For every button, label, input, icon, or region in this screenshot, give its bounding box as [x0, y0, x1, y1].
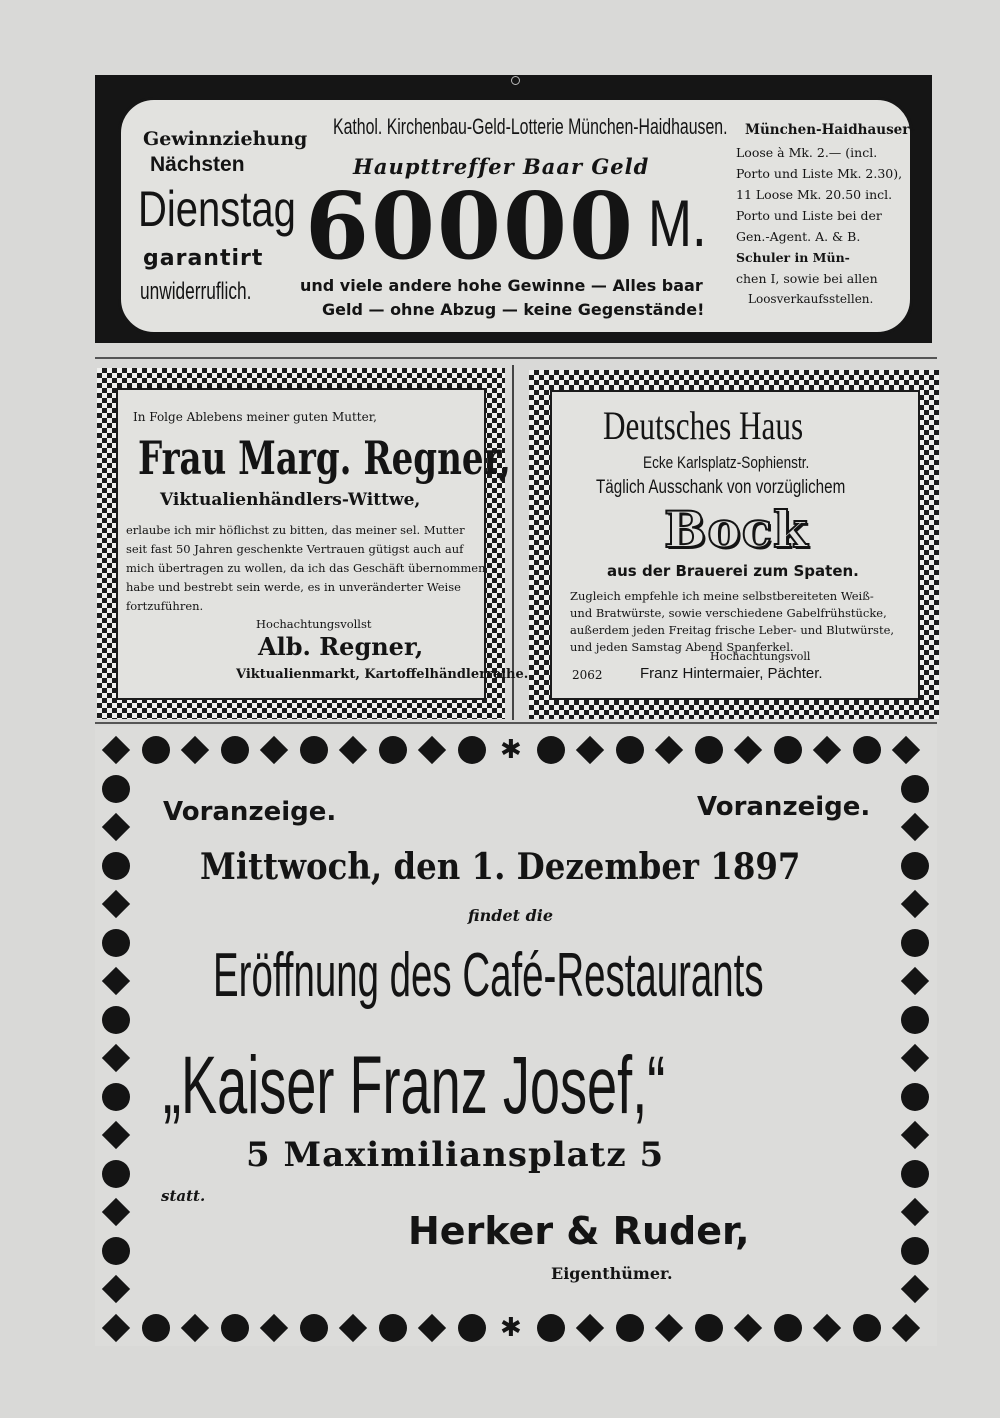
border-circle-ornament	[102, 1237, 130, 1265]
lottery-right-line-5: Porto und Liste bei der	[736, 208, 882, 223]
lottery-bottom-line-2: Geld — ohne Abzug — keine Gegenstände!	[322, 300, 705, 319]
border-circle-ornament	[221, 1314, 249, 1342]
lottery-left-day: Dienstag	[138, 181, 296, 237]
lottery-title: Kathol. Kirchenbau-Geld-Lotterie München-Haidhausen.	[333, 114, 728, 139]
lottery-right-line-9: Loosverkaufsstellen.	[748, 292, 874, 306]
lottery-amount-unit: M.	[648, 186, 707, 260]
regner-address: Viktualienmarkt, Kartoffelhändlerreihe.	[236, 667, 529, 682]
regner-body-line-5: fortzuführen.	[126, 599, 204, 613]
cafe-date: Mittwoch, den 1. Dezember 1897	[200, 846, 801, 888]
border-star-ornament: ✱	[500, 1313, 522, 1343]
border-star-ornament: ✱	[500, 735, 522, 765]
border-circle-ornament	[300, 1314, 328, 1342]
regner-body-line-4: habe und bestrebt sein werde, es in unveränderter Weise	[126, 580, 461, 594]
cafe-owner-label: Eigenthümer.	[551, 1264, 673, 1283]
border-circle-ornament	[102, 1083, 130, 1111]
border-circle-ornament	[901, 1237, 929, 1265]
border-circle-ornament	[901, 852, 929, 880]
cafe-preannouncement-left: Voranzeige.	[163, 797, 337, 827]
border-circle-ornament	[300, 736, 328, 764]
haus-brewery: aus der Brauerei zum Spaten.	[607, 562, 859, 580]
haus-body-line-3: außerdem jeden Freitag frische Leber- und Blutwürste,	[570, 623, 895, 637]
separator-line	[95, 722, 937, 724]
border-circle-ornament	[901, 929, 929, 957]
border-circle-ornament	[695, 736, 723, 764]
punch-hole	[511, 76, 520, 85]
cafe-owners: Herker & Ruder,	[408, 1209, 750, 1253]
lottery-right-line-1: München-Haidhauser-	[745, 122, 915, 138]
regner-signature: Alb. Regner,	[258, 632, 424, 661]
border-circle-ornament	[142, 1314, 170, 1342]
haus-beer: Bock	[664, 500, 809, 559]
lottery-right-line-4: 11 Loose Mk. 20.50 incl.	[736, 187, 893, 202]
border-circle-ornament	[774, 736, 802, 764]
border-circle-ornament	[853, 1314, 881, 1342]
border-circle-ornament	[537, 1314, 565, 1342]
border-circle-ornament	[901, 1083, 929, 1111]
cafe-statt: statt.	[161, 1187, 206, 1205]
cafe-preannouncement-right: Voranzeige.	[697, 792, 871, 822]
border-circle-ornament	[901, 1006, 929, 1034]
cafe-name: „Kaiser Franz Josef,“	[163, 1040, 666, 1131]
lottery-left-line-1: Gewinnziehung	[143, 128, 308, 150]
border-circle-ornament	[458, 736, 486, 764]
regner-body-line-1: erlaube ich mir höflichst zu bitten, das meiner sel. Mutter	[126, 523, 465, 537]
regner-body-line-2: seit fast 50 Jahren geschenkte Vertrauen gütigst auch auf	[126, 542, 464, 556]
lottery-right-line-2: Loose à Mk. 2.— (incl.	[736, 145, 878, 160]
haus-closing: Hochachtungsvoll	[710, 650, 811, 663]
border-circle-ornament	[537, 736, 565, 764]
cafe-opening: Eröffnung des Café-Restaurants	[213, 941, 764, 1010]
border-circle-ornament	[102, 1006, 130, 1034]
haus-ad-number: 2062	[572, 668, 603, 682]
haus-signature: Franz Hintermaier, Pächter.	[640, 665, 823, 682]
cafe-address: 5 Maximiliansplatz 5	[246, 1135, 665, 1175]
border-circle-ornament	[142, 736, 170, 764]
border-circle-ornament	[102, 929, 130, 957]
border-circle-ornament	[102, 775, 130, 803]
lottery-right-line-3: Porto und Liste Mk. 2.30),	[736, 166, 903, 181]
border-circle-ornament	[102, 1160, 130, 1188]
border-circle-ornament	[221, 736, 249, 764]
regner-closing: Hochachtungsvollst	[256, 617, 372, 631]
haus-corner: Ecke Karlsplatz-Sophienstr.	[643, 453, 810, 472]
lottery-subtitle: Haupttreffer Baar Geld	[353, 154, 650, 179]
border-circle-ornament	[102, 852, 130, 880]
regner-name: Frau Marg. Regner,	[138, 431, 511, 485]
border-circle-ornament	[616, 1314, 644, 1342]
haus-title: Deutsches Haus	[603, 403, 804, 448]
lottery-right-line-7: Schuler in Mün-	[736, 250, 850, 265]
border-circle-ornament	[695, 1314, 723, 1342]
lottery-left-line-5: unwiderruflich.	[140, 278, 252, 305]
regner-intro: In Folge Ablebens meiner guten Mutter,	[133, 410, 377, 424]
regner-role: Viktualienhändlers-Wittwe,	[160, 490, 421, 510]
lottery-amount: 60000	[305, 172, 636, 280]
haus-daily: Täglich Ausschank von vorzüglichem	[596, 477, 846, 498]
border-circle-ornament	[379, 1314, 407, 1342]
regner-body-line-3: mich übertragen zu wollen, da ich das Geschäft übernommen	[126, 561, 486, 575]
lottery-right-line-6: Gen.-Agent. A. & B.	[736, 229, 861, 244]
border-circle-ornament	[901, 1160, 929, 1188]
border-circle-ornament	[853, 736, 881, 764]
border-circle-ornament	[458, 1314, 486, 1342]
haus-body-line-1: Zugleich empfehle ich meine selbstbereiteten Weiß-	[570, 589, 874, 603]
separator-line	[95, 357, 937, 359]
border-circle-ornament	[774, 1314, 802, 1342]
lottery-bottom-line-1: und viele andere hohe Gewinne — Alles baar	[300, 276, 703, 295]
border-circle-ornament	[379, 736, 407, 764]
lottery-left-line-2: Nächsten	[150, 153, 245, 176]
border-circle-ornament	[616, 736, 644, 764]
lottery-left-line-4: garantirt	[143, 246, 264, 271]
lottery-right-line-8: chen I, sowie bei allen	[736, 271, 878, 286]
border-circle-ornament	[901, 775, 929, 803]
cafe-takes-place: findet die	[468, 906, 554, 925]
haus-body-line-4: und jeden Samstag Abend Spanferkel.	[570, 640, 794, 654]
haus-body-line-2: und Bratwürste, sowie verschiedene Gabelfrühstücke,	[570, 606, 887, 620]
